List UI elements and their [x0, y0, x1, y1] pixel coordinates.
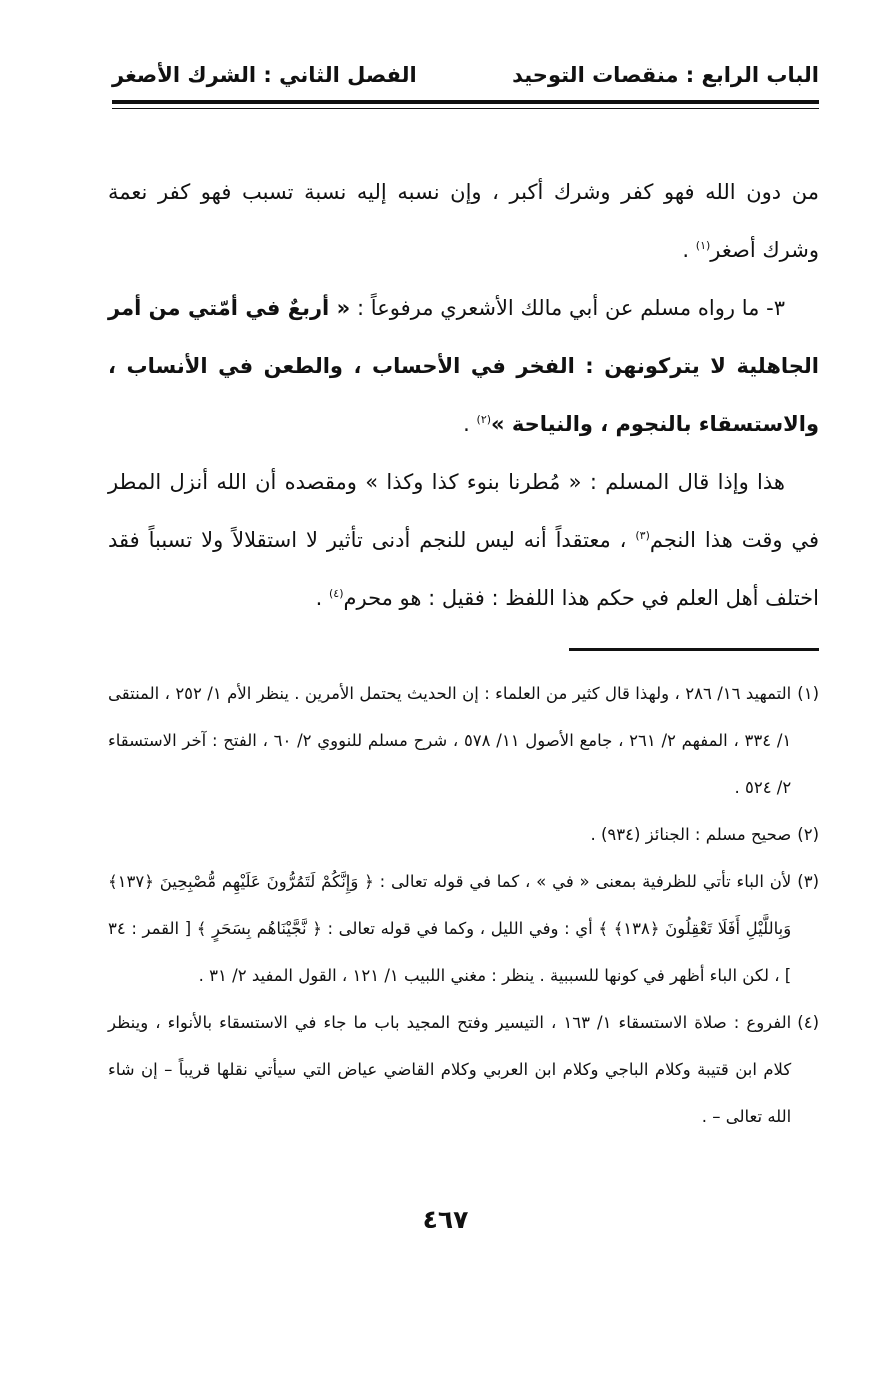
page-number: ٤٦٧ — [422, 1205, 469, 1234]
footnote-ref-4[interactable]: (٤) — [328, 587, 344, 600]
paragraph-3-end: . — [315, 586, 323, 610]
paragraph-2 — [108, 279, 819, 453]
section-title: الفصل الثاني : الشرك الأصغر — [112, 63, 417, 87]
footnote-ref-2[interactable]: (٢) — [476, 413, 492, 426]
paragraph-3-text-a: هذا وإذا قال المسلم : « مُطرنا بنوء كذا وكذا » ومقصده أن الله أنزل المطر في وقت هذا النجم — [108, 470, 819, 552]
footnote-ref-3[interactable]: (٣) — [635, 529, 650, 542]
footnote-text: التمهيد ١٦/ ٢٨٦ ، ولهذا قال كثير من العلماء : إن الحديث يحتمل الأمرين . ينظر الأم ١/ ٢٥٢ ، المنتقى ١/ ٣٣٤ ، المفهم ٢/ ٢٦١ ، جامع الأصول ١١/ ٥٧٨ ، شرح مسلم للنووي ٢/ ٦٠ ، الفتح : آخر الاستسقاء ٢/ ٥٢٤ . — [108, 684, 792, 797]
footnote-text: لأن الباء تأتي للظرفية بمعنى « في » ، كما في قوله تعالى : ﴿ وَإِنَّكُمْ لَتَمُرُّونَ عَلَيْهِم مُّصْبِحِينَ ﴿١٣٧﴾ وَبِاللَّيْلِ أَفَلَا تَعْقِلُونَ ﴿١٣٨﴾ ﴾ أي : وفي الليل ، وكما في قوله تعالى : ﴿ نَّجَّيْنَاهُم بِسَحَرٍ ﴾ [ القمر : ٣٤ ] ، لكن الباء أظهر في كونها للسببية . ينظر : مغني اللبيب ١/ ١٢١ ، القول المفيد ٢/ ٣١ . — [108, 872, 792, 985]
chapter-title: الباب الرابع : منقصات التوحيد — [512, 63, 819, 87]
paragraph-3-text-b: ، معتقداً أنه ليس للنجم أدنى تأثير لا استقلالاً ولا تسبباً فقد اختلف أهل العلم في حكم هذا اللفظ : فقيل : هو محرم — [108, 528, 819, 610]
footnote-number: (٢) — [797, 825, 819, 844]
footnote-text: الفروع : صلاة الاستسقاء ١/ ١٦٣ ، التيسير وفتح المجيد باب ما جاء في الاستسقاء بالأنواء ، وينظر كلام ابن قتيبة وكلام الباجي وكلام ابن العربي وكلام القاضي عياض التي سيأتي نقلها قريباً – إن شاء الله تعالى – . — [108, 1013, 792, 1126]
footnote-3 — [108, 858, 819, 999]
paragraph-1 — [108, 163, 819, 279]
footnote-text: صحيح مسلم : الجنائز (٩٣٤) . — [590, 825, 792, 844]
paragraph-3 — [108, 453, 819, 627]
paragraph-2-end: . — [463, 412, 470, 436]
running-header — [112, 55, 819, 95]
footnotes — [108, 670, 819, 1140]
footnote-ref-1[interactable]: (١) — [695, 239, 711, 252]
paragraph-2-intro: ٣- ما رواه مسلم عن أبي مالك الأشعري مرفوعاً : — [356, 296, 785, 320]
footnote-4 — [108, 999, 819, 1140]
paragraph-1-text: من دون الله فهو كفر وشرك أكبر ، وإن نسبه إليه نسبة تسبب فهو كفر نعمة وشرك أصغر — [108, 180, 819, 262]
header-rule-thick — [112, 100, 819, 104]
footnote-number: (٤) — [797, 1013, 819, 1032]
footnote-separator — [569, 648, 819, 651]
paragraph-1-end: . — [682, 238, 690, 262]
hadith-text: « أربعٌ في أمّتي من أمر الجاهلية لا يتركونهن : الفخر في الأحساب ، والطعن في الأنساب ، والاستسقاء بالنجوم ، والنياحة » — [108, 296, 819, 436]
main-text — [108, 163, 819, 627]
footnote-2 — [108, 811, 819, 858]
footnote-number: (١) — [797, 684, 819, 703]
footnote-number: (٣) — [797, 872, 819, 891]
header-rule-thin — [112, 108, 819, 109]
footnote-1 — [108, 670, 819, 811]
